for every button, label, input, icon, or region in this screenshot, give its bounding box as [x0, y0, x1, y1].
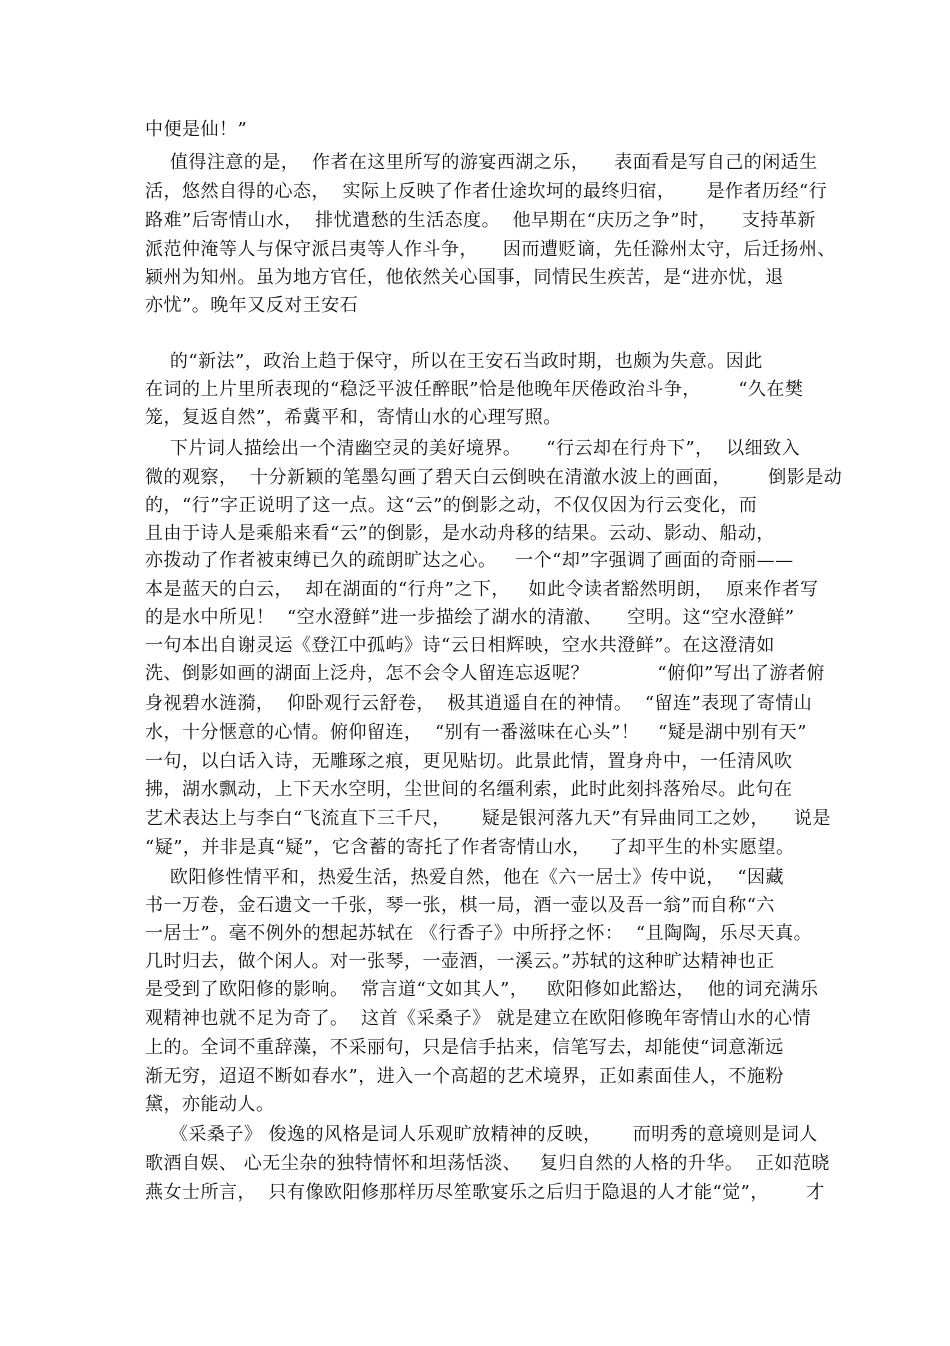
text-line: 洗、倒影如画的湖面上泛舟，怎不会令人留连忘返呢？ “俯仰”写出了游者俯: [145, 663, 825, 684]
text-line: 派范仲淹等人与保守派吕夷等人作斗争， 因而遭贬谪，先任滁州太守，后迁扬州、: [145, 239, 836, 260]
text-line: 颍州为知州。虽为地方官任，他依然关心国事，同情民生疾苦，是“进亦忧，退: [145, 267, 784, 288]
text-line: 在词的上片里所表现的“稳泛平波任醉眠”恰是他晚年厌倦政治斗争， “久在樊: [145, 379, 804, 400]
text-line: 身视碧水涟漪， 仰卧观行云舒卷， 极其逍遥自在的神情。 “留连”表现了寄情山: [145, 693, 813, 714]
text-line: 书一万卷，金石遗文一千张，琴一张，棋一局，酒一壶以及吾一翁”而自称“六: [145, 895, 775, 916]
text-line: 的是水中所见！ “空水澄鲜”进一步描绘了湖水的清澈、 空明。这“空水澄鲜”: [145, 607, 795, 628]
text-line: “疑”，并非是真“疑”，它含蓄的寄托了作者寄情山水， 了却平生的朴实愿望。: [145, 837, 795, 858]
text-line: 一句，以白话入诗，无雕琢之痕，更见贴切。此景此情，置身舟中，一任清风吹: [145, 751, 793, 772]
text-line: 拂，湖水飘动，上下天水空明，尘世间的名缰利索，此时此刻抖落殆尽。此句在: [145, 779, 793, 800]
text-line: 水，十分惬意的心情。俯仰留连， “别有一番滋味在心头”！ “疑是湖中别有天”: [145, 722, 807, 743]
text-line: 本是蓝天的白云， 却在湖面的“行舟”之下， 如此令读者豁然明朗， 原来作者写: [145, 579, 819, 600]
text-line: 上的。全词不重辞藻，不采丽句，只是信手拈来，信笔写去，却能使“词意渐远: [145, 1037, 784, 1058]
text-line: 亦拨动了作者被束缚已久的疏朗旷达之心。 一个“却”字强调了画面的奇丽——: [145, 550, 794, 571]
text-line: 且由于诗人是乘船来看“云”的倒影，是水动舟移的结果。云动、影动、船动，: [145, 523, 775, 544]
text-line: 艺术表达上与李白“飞流直下三千尺， 疑是银河落九天”有异曲同工之妙， 说是: [145, 808, 831, 829]
text-line: 一句本出自谢灵运《登江中孤屿》诗“云日相辉映，空水共澄鲜”。在这澄清如: [145, 635, 775, 656]
text-line: 是受到了欧阳修的影响。 常言道“文如其人”， 欧阳修如此豁达， 他的词充满乐: [145, 979, 819, 1000]
text-line: 的“新法”，政治上趋于保守，所以在王安石当政时期，也颇为失意。因此: [145, 351, 763, 372]
text-line: 活，悠然自得的心态， 实际上反映了作者仕途坎坷的最终归宿， 是作者历经“行: [145, 181, 828, 202]
text-line: 值得注意的是， 作者在这里所写的游宴西湖之乐， 表面看是写自己的闲适生: [145, 152, 818, 173]
text-line: 微的观察， 十分新颖的笔墨勾画了碧天白云倒映在清澈水波上的画面， 倒影是动: [145, 467, 843, 488]
text-line: 笼，复返自然”，希冀平和，寄情山水的心理写照。: [145, 407, 562, 428]
text-line: 渐无穷，迢迢不断如春水”，进入一个高超的艺术境界，正如素面佳人，不施粉: [145, 1066, 784, 1087]
text-line: 路难”后寄情山水， 排忧遣愁的生活态度。 他早期在“庆历之争”时， 支持革新: [145, 210, 816, 231]
text-line: 歌酒自娱、 心无尘杂的独特情怀和坦荡恬淡、 复归自然的人格的升华。 正如范晓: [145, 1153, 830, 1174]
text-line: 亦忧”。晚年又反对王安石: [145, 295, 359, 316]
text-line: 的，“行”字正说明了这一点。这“云”的倒影之动，不仅仅因为行云变化，而: [145, 495, 758, 516]
text-line: 中便是仙！”: [145, 119, 248, 140]
text-line: 观精神也就不足为奇了。 这首《采桑子》 就是建立在欧阳修晚年寄情山水的心情: [145, 1008, 812, 1029]
text-line: 欧阳修性情平和，热爱生活，热爱自然，他在《六一居士》传中说， “因藏: [145, 867, 785, 888]
text-line: 黛，亦能动人。: [145, 1094, 275, 1115]
text-line: 燕女士所言， 只有像欧阳修那样历尽笙歌宴乐之后归于隐退的人才能“觉”， 才: [145, 1182, 825, 1203]
text-line: 一居士”。毫不例外的想起苏轼在 《行香子》中所抒之怀： “且陶陶，乐尽天真。: [145, 923, 813, 944]
text-line: 下片词人描绘出一个清幽空灵的美好境界。 “行云却在行舟下”， 以细致入: [145, 438, 801, 459]
text-line: 几时归去，做个闲人。对一张琴，一壶酒，一溪云。”苏轼的这种旷达精神也正: [145, 951, 775, 972]
text-line: 《采桑子》 俊逸的风格是词人乐观旷放精神的反映， 而明秀的意境则是词人: [145, 1124, 818, 1145]
